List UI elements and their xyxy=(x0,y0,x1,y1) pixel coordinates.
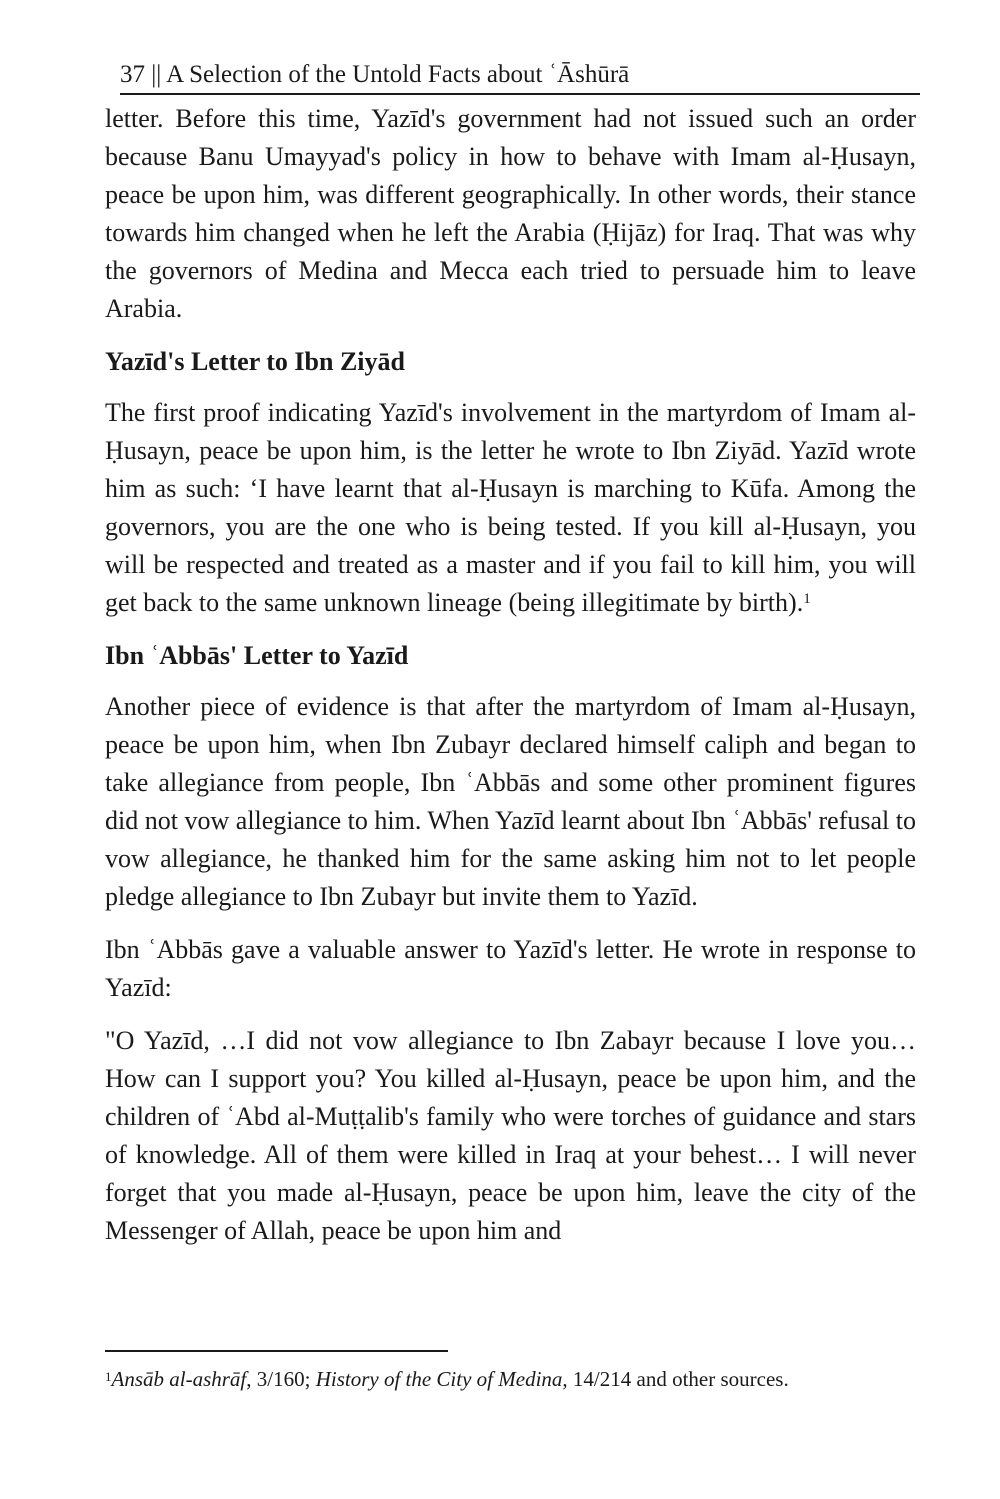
section-heading-ibn-abbas-letter: Ibn ʿAbbās' Letter to Yazīd xyxy=(105,641,409,670)
page-number: 37 xyxy=(120,61,145,88)
main-text xyxy=(105,100,916,1265)
paragraph-answer-intro: Ibn ʿAbbās gave a valuable answer to Yazīd's letter. He wrote in response to Yazīd: xyxy=(105,935,916,1002)
section-heading-yazid-letter: Yazīd's Letter to Ibn Ziyād xyxy=(105,347,405,376)
paragraph-quotation: "O Yazīd, …I did not vow allegiance to Ibn Zabayr because I love you… How can I support you? You killed al-Ḥusayn, peace be upon him, and the children of ʿAbd al-Muṭṭalib's family who were torches of guidance and stars of knowledge. All of them were killed in Iraq at your behest… I will never forget that you made al-Ḥusayn, peace be upon him, leave the city of the Messenger of Allah, peace be upon him and xyxy=(105,1026,916,1245)
header-separator: || xyxy=(145,61,167,88)
footnote xyxy=(105,1364,925,1394)
footnote-ref-1: , 3/160; xyxy=(246,1367,316,1391)
footnote-source-2: History of the City of Medina xyxy=(315,1367,563,1391)
footnote-reference[interactable]: 1 xyxy=(803,591,811,607)
footnote-ref-2: , 14/214 and other sources. xyxy=(562,1367,789,1391)
book-title: A Selection of the Untold Facts about ʿĀshūrā xyxy=(166,61,630,88)
paragraph-first-proof-text: The first proof indicating Yazīd's involvement in the martyrdom of Imam al-Ḥusayn, peace be upon him, is the letter he wrote to Ibn Ziyād. Yazīd wrote him as such: ‘I have learnt that al-Ḥusayn is marching to Kūfa. Among the governors, you are the one who is being tested. If you kill al-Ḥusayn, you will be respected and treated as a master and if you fail to kill him, you will get back to the same unknown lineage (being illegitimate by birth). xyxy=(105,398,916,617)
footnote-source-1: Ansāb al-ashrāf xyxy=(111,1367,247,1391)
running-header xyxy=(120,58,920,95)
paragraph-continuation: letter. Before this time, Yazīd's government had not issued such an order because Banu Umayyad's policy in how to behave with Imam al-Ḥusayn, peace be upon him, was different geographically. In other words, their stance towards him changed when he left the Arabia (Ḥijāz) for Iraq. That was why the governors of Medina and Mecca each tried to persuade him to leave Arabia. xyxy=(105,104,916,323)
paragraph-first-proof xyxy=(105,394,916,622)
paragraph-evidence: Another piece of evidence is that after the martyrdom of Imam al-Ḥusayn, peace be upon him, when Ibn Zubayr declared himself caliph and began to take allegiance from people, Ibn ʿAbbās and some other prominent figures did not vow allegiance to him. When Yazīd learnt about Ibn ʿAbbās' refusal to vow allegiance, he thanked him for the same asking him not to let people pledge allegiance to Ibn Zubayr but invite them to Yazīd. xyxy=(105,692,916,911)
footnote-divider xyxy=(105,1350,448,1352)
footnote-marker: 1 xyxy=(105,1369,112,1384)
